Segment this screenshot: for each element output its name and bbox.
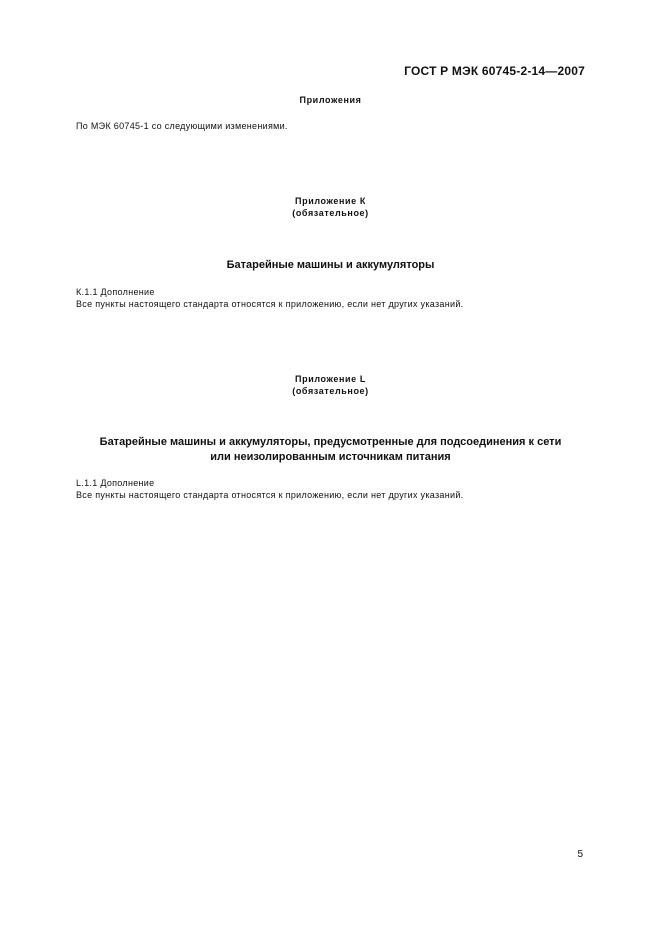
annex-k-label: Приложение К	[295, 196, 366, 206]
annex-l-clause-text: Все пункты настоящего стандарта относятся к приложению, если нет других указаний.	[76, 490, 464, 500]
document-code-header: ГОСТ Р МЭК 60745-2-14—2007	[404, 64, 585, 78]
appendices-heading: Приложения	[299, 95, 362, 105]
annex-l-status: (обязательное)	[292, 386, 369, 396]
annex-l-clause-number: L.1.1 Дополнение	[76, 478, 155, 488]
annex-l-title-line2: или неизолированным источникам питания	[210, 451, 451, 463]
annex-k-title: Батарейные машины и аккумуляторы	[226, 259, 435, 271]
annex-k-status: (обязательное)	[292, 208, 369, 218]
appendices-intro-text: По МЭК 60745-1 со следующими изменениями.	[76, 121, 288, 131]
annex-k-clause-number: К.1.1 Дополнение	[76, 287, 155, 297]
page-number: 5	[577, 849, 583, 860]
annex-l-title-line1: Батарейные машины и аккумуляторы, предусмотренные для подсоединения к сети	[99, 436, 562, 448]
annex-l-label: Приложение L	[295, 374, 366, 384]
annex-k-clause-text: Все пункты настоящего стандарта относятся к приложению, если нет других указаний.	[76, 299, 464, 309]
